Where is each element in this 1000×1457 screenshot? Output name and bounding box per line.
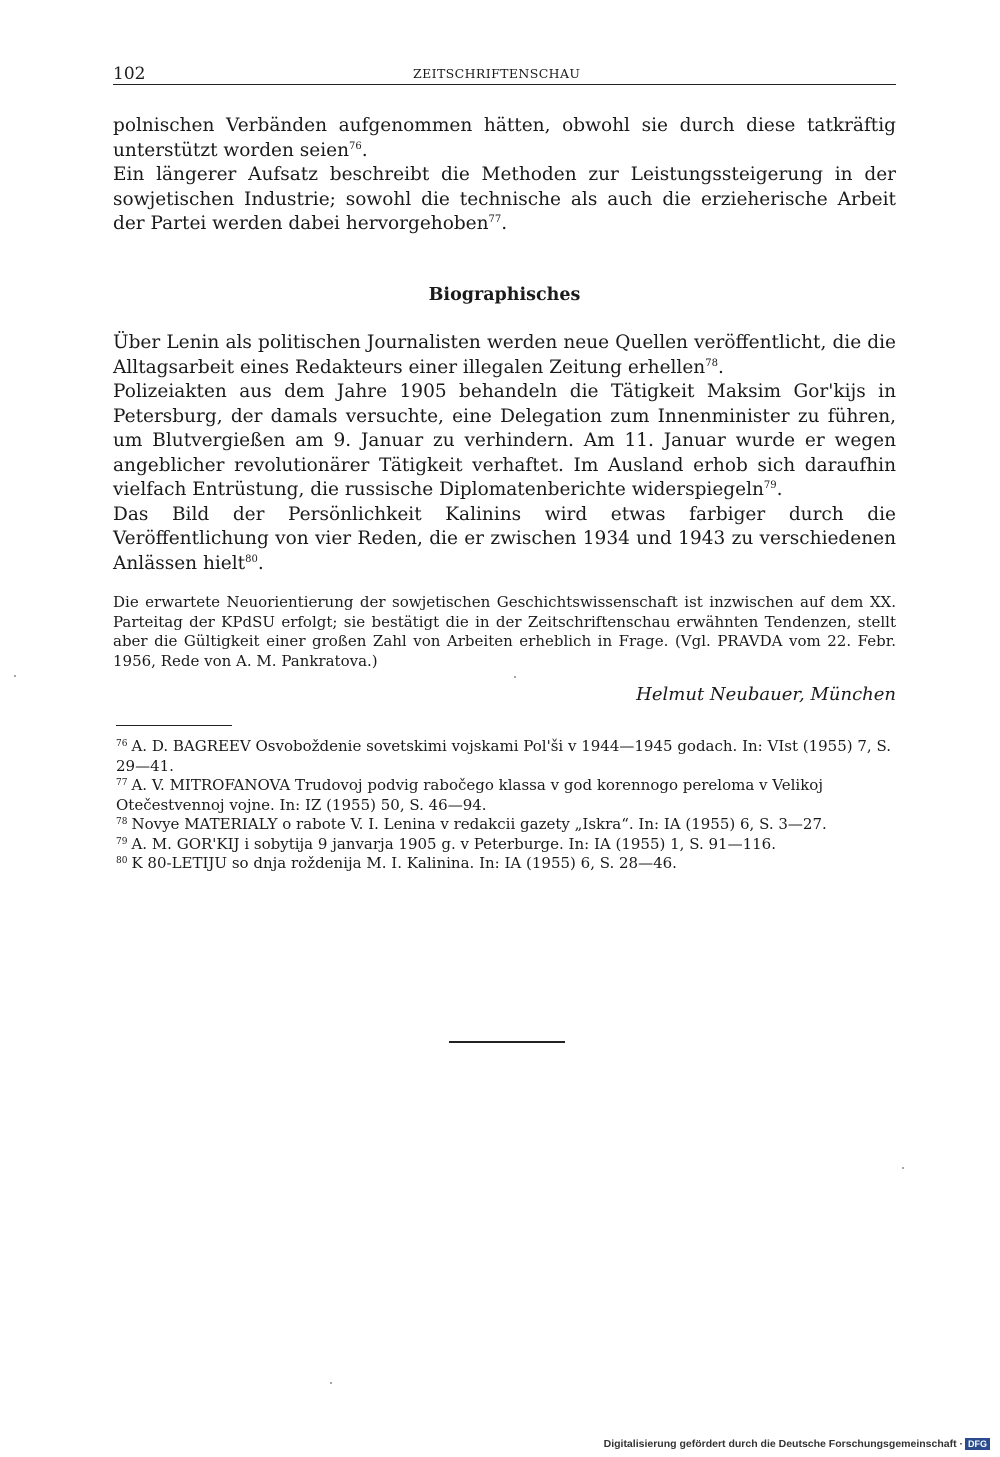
footnotes [116, 737, 896, 874]
footnote-ref: 76 [349, 140, 362, 152]
footnote-divider [116, 725, 232, 726]
dfg-logo: DFG [965, 1438, 990, 1450]
footnote: $^{76}$ A. D. BAGREEV Osvoboždenie sovetskimi vojskami Pol'ši v 1944—1945 godach. In: VIst (1955) 7, S. 29—41. [116, 737, 891, 775]
paragraph: Polizeiakten aus dem Jahre 1905 behandeln die Tätigkeit Maksim Gor'kijs in Petersburg, der damals versuchte, eine Delegation zum Innenminister zu führen, um Blutvergießen am 9. Januar zu verhindern. Am 11. Januar wurde er wegen angeblicher revolutionärer Tätigkeit verhaftet. Im Ausland erhob sich daraufhin vielfach Entrüstung, die russische Diplomatenberichte widerspiegeln$^{79}$. [113, 381, 896, 500]
footnote-number: 80 [116, 856, 128, 866]
digitization-credit [604, 1437, 990, 1451]
running-title: ZEITSCHRIFTENSCHAU [413, 66, 581, 81]
paragraph: Das Bild der Persönlichkeit Kalinins wird etwas farbiger durch die Veröffentlichung von vier Reden, die er zwischen 1934 und 1943 zu verschiedenen Anlässen hielt$^{80}$. [113, 503, 896, 574]
page-number: 102 [113, 64, 146, 84]
credit-text: Digitalisierung gefördert durch die Deutsche Forschungsgemeinschaft · [603, 1438, 963, 1450]
paragraph: polnischen Verbänden aufgenommen hätten, obwohl sie durch diese tatkräftig unterstützt worden seien$^{76}$. [113, 115, 896, 161]
footnote-number: 77 [116, 778, 128, 788]
footnote-ref: 78 [705, 357, 718, 369]
paragraph: Ein längerer Aufsatz beschreibt die Methoden zur Leistungssteigerung in der sowjetischen Industrie; sowohl die technische als auch die erzieherische Arbeit der Partei werden dabei hervorgehoben$^{77}$. [113, 164, 896, 234]
section-text [113, 331, 896, 576]
section-heading: Biographisches [428, 285, 581, 305]
footnote-ref: 77 [488, 214, 502, 225]
footnote: $^{79}$ A. M. GOR'KIJ i sobytija 9 janvarja 1905 g. v Peterburge. In: IA (1955) 1, S. 91—116. [116, 834, 776, 853]
paragraph: Über Lenin als politischen Journalisten werden neue Quellen veröffentlicht, die die Alltagsarbeit eines Redakteurs einer illegalen Zeitung erhellen$^{78}$. [113, 332, 896, 378]
footnote-ref: 79 [763, 480, 777, 491]
footnote-number: 76 [116, 739, 128, 749]
footnote: $^{78}$ Novye MATERIALY o rabote V. I. Lenina v redakcii gazety „Iskra“. In: IA (1955) 6, S. 3—27. [116, 815, 827, 833]
author-signature: Helmut Neubauer, München [636, 684, 896, 705]
footnote: $^{80}$ K 80-LETIJU so dnja roždenija M. I. Kalinina. In: IA (1955) 6, S. 28—46. [116, 854, 677, 872]
footnote-number: 78 [116, 817, 128, 827]
end-of-article-rule [449, 1041, 565, 1043]
intro-text [113, 114, 896, 237]
footnote-ref: 80 [245, 553, 258, 565]
editorial-remark: Die erwartete Neuorientierung der sowjetischen Geschichtswissenschaft ist inzwischen auf dem XX. Parteitag der KPdSU erfolgt; sie bestätigt die in der Zeitschriftenschau erwähnten Tendenzen, stellt aber die Gültigkeit einer großen Zahl von Arbeiten erheblich in Frage. (Vgl. PRAVDA vom 22. Febr. 1956, Rede von A. M. Pankratova.) [113, 593, 896, 670]
page-header [113, 62, 896, 85]
footnote: $^{77}$ A. V. MITROFANOVA Trudovoj podvig rabočego klassa v god korennogo pereloma v Velikoj Otečestvennoj vojne. In: IZ (1955) 50, S. 46—94. [116, 776, 823, 814]
footnote-number: 79 [116, 836, 128, 847]
